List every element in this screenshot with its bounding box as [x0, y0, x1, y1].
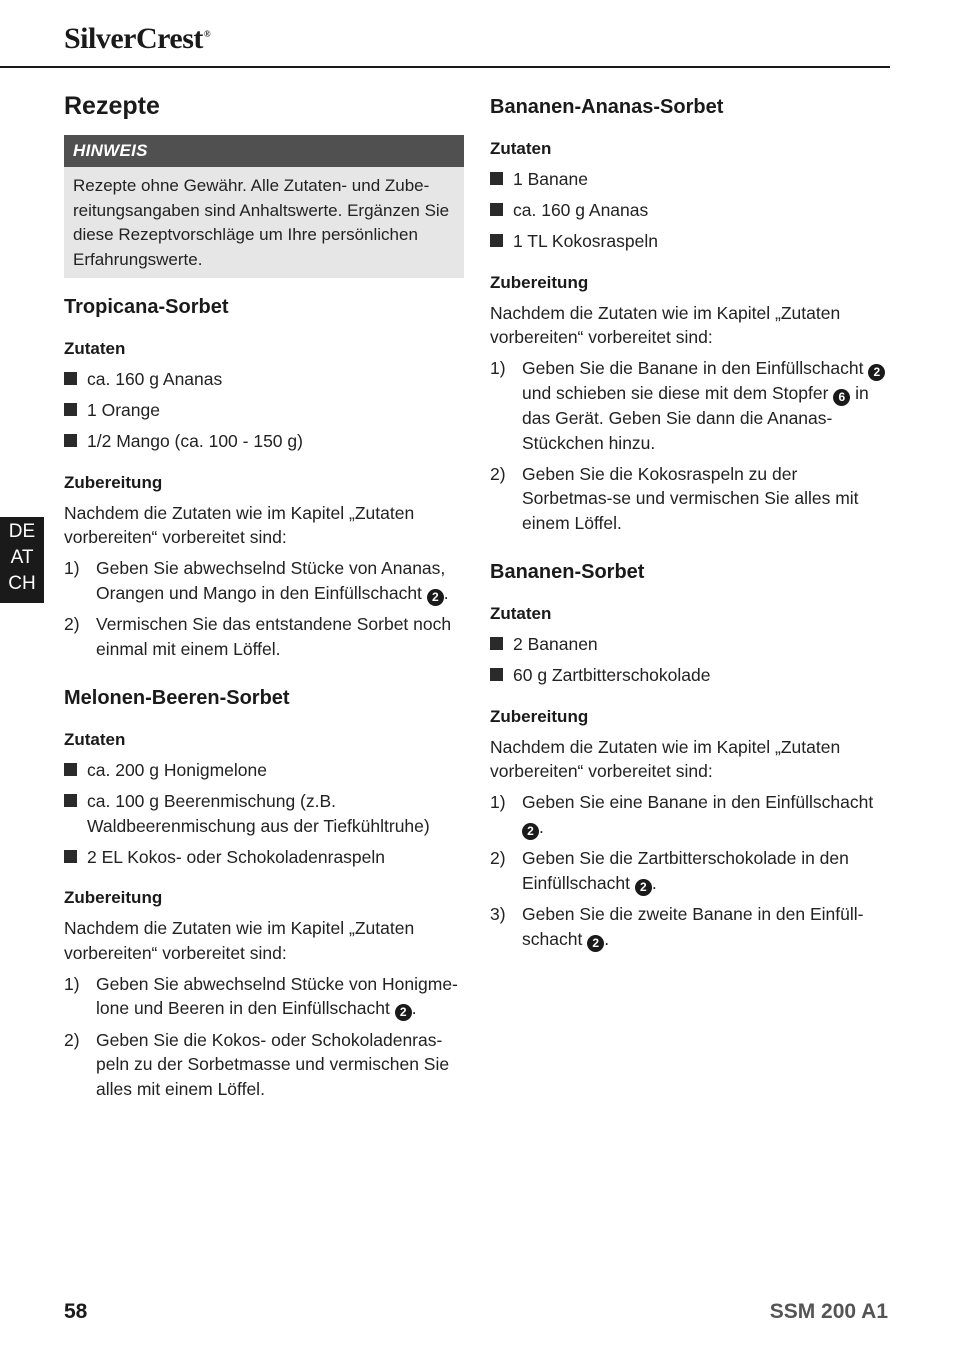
recipe-title: Tropicana-Sorbet [64, 296, 229, 318]
step-item [490, 462, 890, 536]
recipe-bananen [490, 559, 890, 952]
ingredient-text: ca. 160 g Ananas [513, 200, 649, 220]
recipe-title: Bananen-Sorbet [490, 561, 645, 583]
ingredient-text: 1/2 Mango (ca. 100 - 150 g) [87, 431, 303, 451]
bullet-square-icon [490, 637, 503, 650]
step-number: 1) [64, 558, 80, 578]
step-text: Geben Sie die Zartbitterschokolade in den Einfüllschacht [522, 848, 849, 893]
list-item [64, 789, 464, 838]
step-item [64, 1028, 464, 1102]
step-text: Geben Sie die Kokosraspeln zu der Sorbetmas-se und vermischen Sie alles mit einem Löffel. [522, 463, 859, 533]
preparation-heading: Zubereitung [64, 888, 163, 907]
step-number: 1) [490, 792, 506, 812]
ingredient-text: 60 g Zartbitterschokolade [513, 665, 711, 685]
list-item [64, 367, 464, 392]
ingredient-text: ca. 200 g Honigmelone [87, 760, 267, 780]
step-text-end: . [651, 872, 657, 893]
step-text: Geben Sie die zweite Banane in den Einfüll-schacht [522, 904, 864, 949]
model-number: SSM 200 A1 [769, 1300, 888, 1323]
intro-text: Nachdem die Zutaten wie im Kapitel „Zutaten vorbereiten“ vorbereitet sind: [490, 736, 841, 781]
ingredient-list [490, 632, 890, 688]
ingredients-heading: Zutaten [64, 339, 126, 358]
part-number-badge: 2 [395, 1004, 412, 1021]
bullet-square-icon [490, 172, 503, 185]
step-item [490, 846, 890, 896]
step-number: 3) [490, 904, 506, 924]
step-number: 1) [64, 973, 80, 994]
bullet-square-icon [64, 763, 77, 776]
list-item [64, 845, 464, 870]
language-at: AT [10, 547, 34, 568]
list-item [490, 663, 890, 688]
intro-text: Nachdem die Zutaten wie im Kapitel „Zutaten vorbereiten“ vorbereitet sind: [490, 302, 841, 347]
step-text-end: . [539, 816, 544, 837]
bullet-square-icon [64, 850, 77, 863]
step-text-end: . [411, 998, 417, 1018]
step-text-end: . [443, 582, 449, 603]
step-list [64, 556, 464, 661]
brand-logo [64, 22, 210, 56]
list-item [490, 632, 890, 657]
part-number-badge: 2 [587, 935, 604, 952]
step-list [64, 972, 464, 1102]
list-item [64, 398, 464, 423]
list-item [490, 198, 890, 223]
step-text: Geben Sie eine Banane in den Einfüllschacht [522, 792, 874, 812]
ingredient-text: ca. 100 g Beerenmischung (z.B. Waldbeerenmischung aus der Tiefkühltruhe) [87, 791, 430, 836]
ingredient-text: 2 Bananen [513, 634, 598, 654]
ingredient-text: 1 Orange [87, 400, 160, 420]
ingredient-text: 2 EL Kokos- oder Schokoladenraspeln [87, 846, 386, 867]
step-item [490, 902, 890, 952]
step-item [64, 972, 464, 1022]
step-list [490, 790, 890, 952]
left-column [64, 92, 464, 1108]
bullet-square-icon [490, 234, 503, 247]
step-number: 2) [490, 848, 506, 868]
step-number: 2) [490, 463, 506, 484]
list-item [64, 758, 464, 783]
bullet-square-icon [64, 372, 77, 385]
step-text-end: . [604, 928, 610, 949]
recipe-bananen-ananas [490, 94, 890, 535]
language-ch: CH [8, 573, 36, 594]
step-number: 2) [64, 1029, 80, 1050]
ingredient-list [490, 167, 890, 254]
note-box [64, 135, 464, 278]
step-text: Vermischen Sie das entstandene Sorbet noch einmal mit einem Löffel. [96, 614, 452, 659]
step-text: Geben Sie abwechselnd Stücke von Ananas, Orangen und Mango in den Einfüllschacht [96, 558, 446, 603]
note-text: Rezepte ohne Gewähr. Alle Zutaten- und Zube-reitungsangaben sind Anhaltswerte. Ergänzen Sie diese Rezeptvorschläge um Ihre persönlichen Erfahrungswerte. [73, 176, 450, 269]
recipe-melonen-beeren [64, 685, 464, 1101]
part-number-badge: 2 [522, 823, 539, 840]
bullet-square-icon [64, 794, 77, 807]
note-title: HINWEIS [64, 135, 464, 167]
step-item [490, 790, 890, 840]
ingredient-text: ca. 160 g Ananas [87, 369, 223, 389]
ingredient-text: 1 Banane [513, 169, 588, 189]
ingredients-heading: Zutaten [490, 139, 552, 158]
preparation-heading: Zubereitung [64, 472, 163, 492]
preparation-heading: Zubereitung [490, 706, 589, 726]
list-item [64, 429, 464, 454]
section-title: Rezepte [64, 92, 160, 120]
part-number-badge: 2 [635, 879, 652, 896]
bullet-square-icon [64, 403, 77, 416]
step-item [64, 556, 464, 606]
ingredient-list [64, 758, 464, 869]
bullet-square-icon [64, 434, 77, 447]
step-list [490, 356, 890, 535]
step-text: Geben Sie die Banane in den Einfüllschacht [522, 358, 864, 378]
recipe-tropicana [64, 294, 464, 661]
ingredient-text: 1 TL Kokosraspeln [513, 231, 658, 251]
step-text: Geben Sie abwechselnd Stücke von Honigme-lone und Beeren in den Einfüllschacht [96, 973, 458, 1018]
step-item [64, 612, 464, 661]
header-rule [0, 66, 890, 68]
step-text-end: in das Gerät. Geben Sie dann die Ananas-Stückchen hinzu. [522, 383, 869, 453]
ingredients-heading: Zutaten [490, 604, 552, 623]
bullet-square-icon [490, 668, 503, 681]
step-number: 2) [64, 614, 80, 634]
step-number: 1) [490, 358, 506, 378]
list-item [490, 167, 890, 192]
part-number-badge: 2 [427, 589, 444, 606]
step-text: Geben Sie die Kokos- oder Schokoladenras-peln zu der Sorbetmasse und vermischen Sie alles mit einem Löffel. [96, 1029, 450, 1099]
brand-name: SilverCrest [64, 22, 203, 55]
language-de: DE [8, 521, 36, 542]
language-tab [0, 517, 44, 603]
bullet-square-icon [490, 203, 503, 216]
recipe-title: Melonen-Beeren-Sorbet [64, 687, 290, 709]
part-number-badge: 6 [833, 389, 850, 406]
page-number: 58 [64, 1300, 88, 1323]
intro-text: Nachdem die Zutaten wie im Kapitel „Zutaten vorbereiten“ vorbereitet sind: [64, 918, 415, 963]
preparation-heading: Zubereitung [490, 272, 589, 292]
recipe-title: Bananen-Ananas-Sorbet [490, 96, 724, 118]
ingredients-heading: Zutaten [64, 730, 126, 749]
ingredient-list [64, 367, 464, 454]
registered-mark: ® [203, 29, 211, 39]
step-text-mid: und schieben sie diese mit dem Stopfer [522, 383, 829, 403]
step-item [490, 356, 890, 455]
intro-text: Nachdem die Zutaten wie im Kapitel „Zutaten vorbereiten“ vorbereitet sind: [64, 502, 415, 547]
part-number-badge: 2 [868, 364, 885, 381]
list-item [490, 229, 890, 254]
right-column [490, 94, 890, 958]
